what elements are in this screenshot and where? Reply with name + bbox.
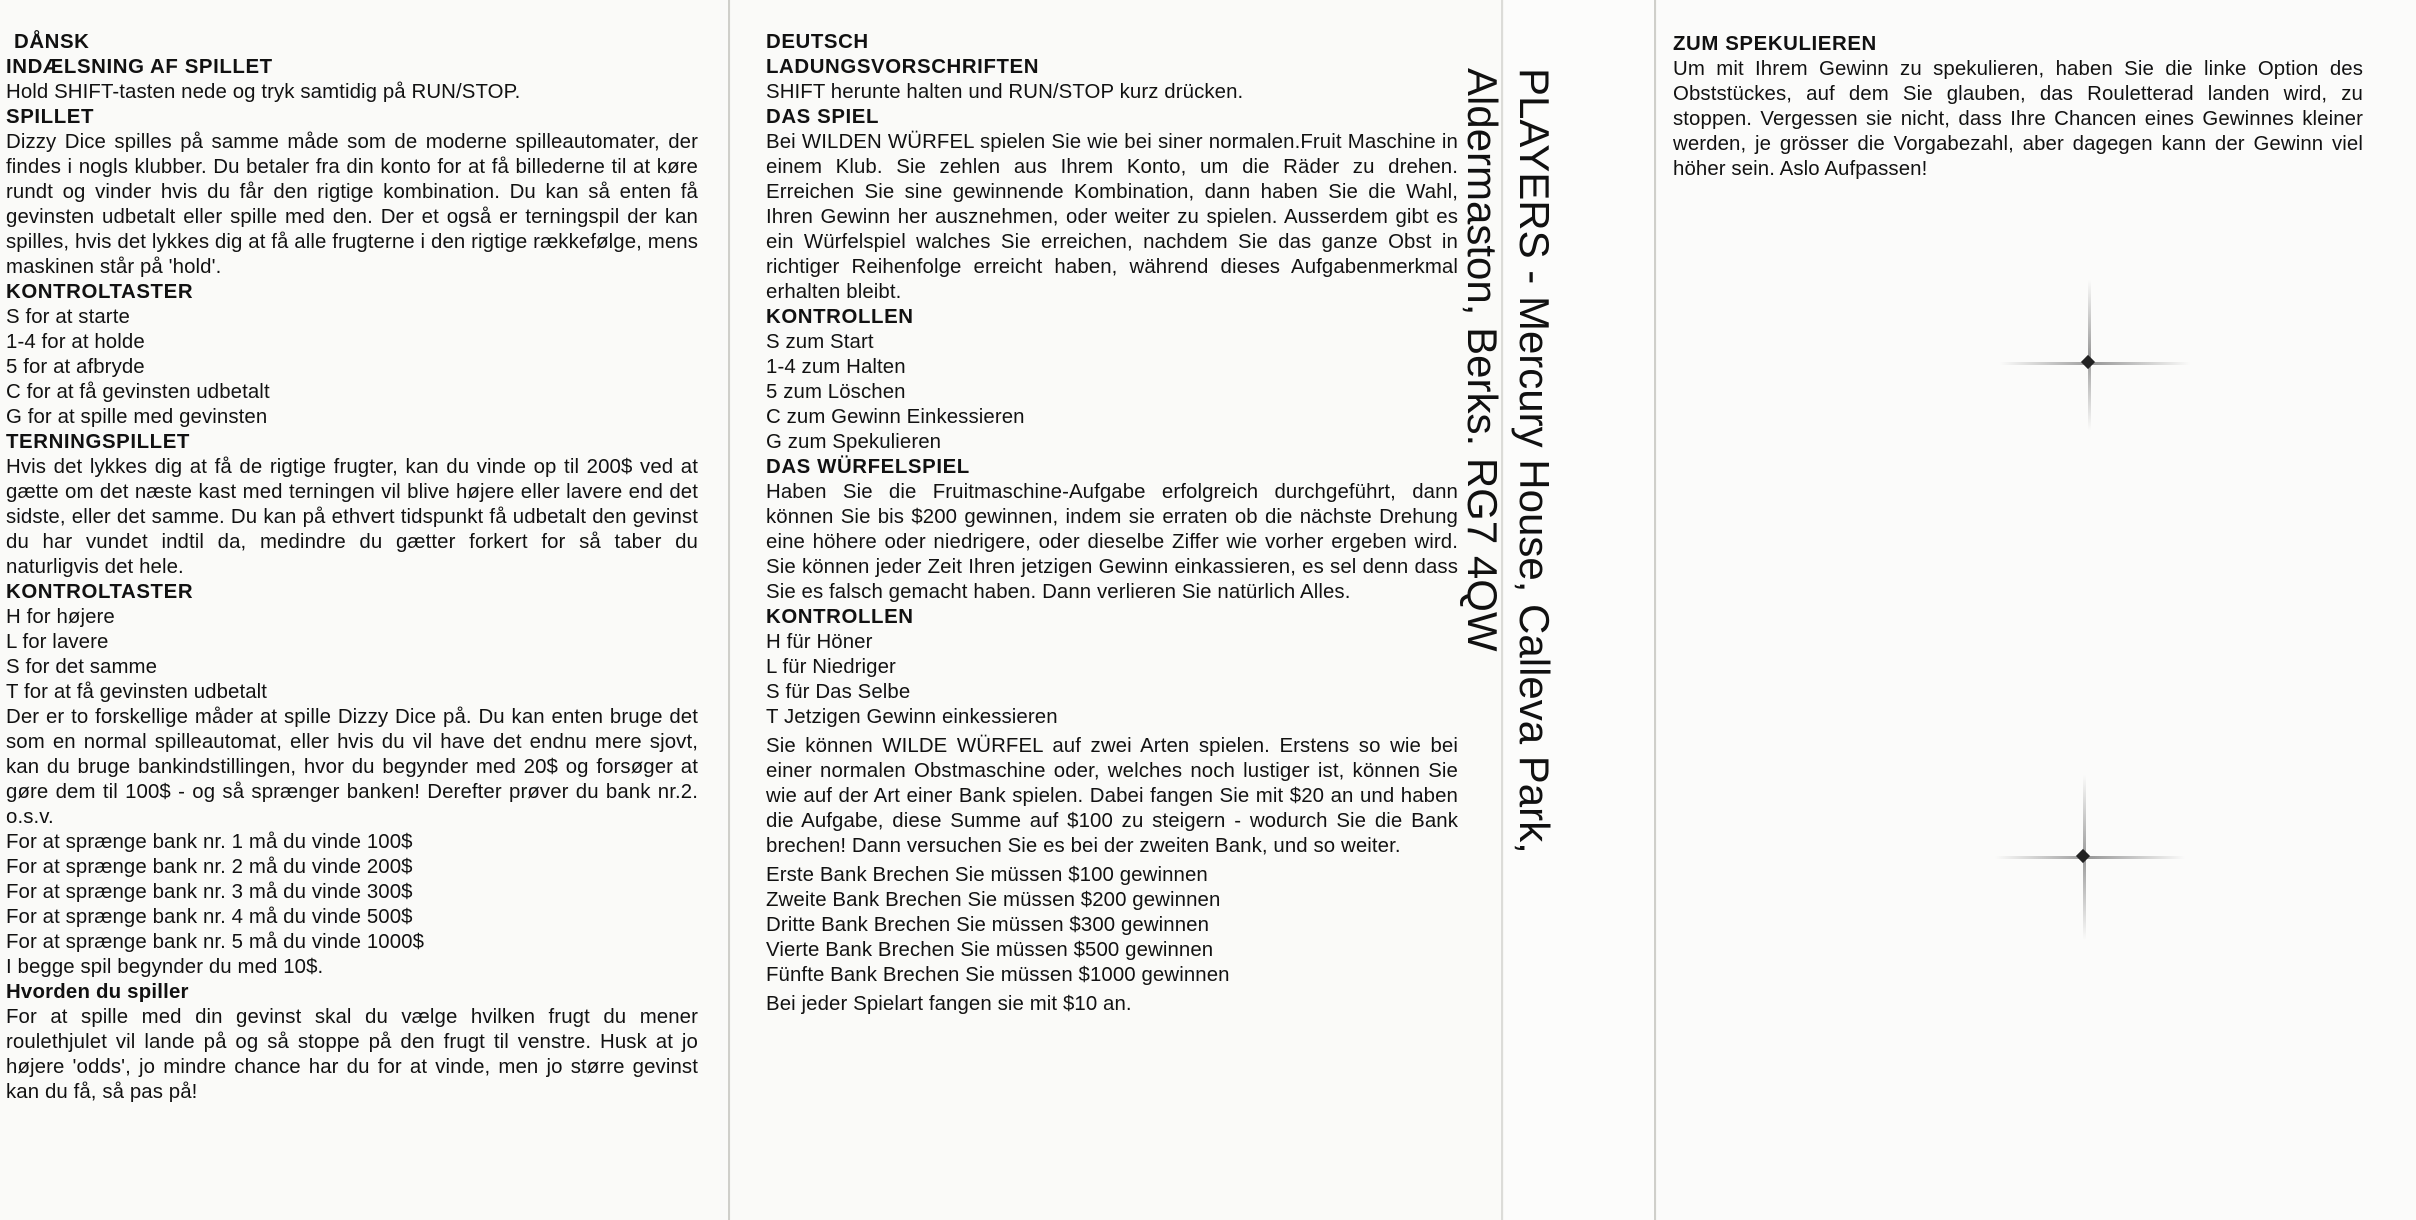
german-bank-line: Fünfte Bank Brechen Sie müssen $1000 gewinnen <box>766 964 1230 986</box>
german-language-heading: DEUTSCH <box>766 31 869 53</box>
danish-dice-controls-heading: KONTROLTASTER <box>6 581 194 603</box>
panel-speculate <box>1657 0 2416 1220</box>
danish-begin-text: I begge spil begynder du med 10$. <box>6 956 324 978</box>
german-dice-control-item: S für Das Selbe <box>766 681 911 703</box>
danish-language-heading: DÅNSK <box>14 31 90 53</box>
german-load-text: SHIFT herunte halten und RUN/STOP kurz drücken. <box>766 81 1244 103</box>
danish-how-heading: Hvorden du spiller <box>6 981 189 1003</box>
german-control-item: G zum Spekulieren <box>766 431 942 453</box>
german-dice-heading: DAS WÜRFELSPIEL <box>766 456 970 478</box>
german-begin-text: Bei jeder Spielart fangen sie mit $10 an. <box>766 993 1132 1015</box>
danish-control-item: 5 for at afbryde <box>6 356 145 378</box>
speculate-text: Um mit Ihrem Gewinn zu spekulieren, haben Sie die linke Option des Obststückes, auf dem Sie glauben, das Rouletterad landen wird, zu stoppen. Vergessen sie nicht, dass Ihre Chancen eines Gewinnes kleiner werden, je grösser die Vorgabezahl, aber dagegen kann der Gewinn viel höher sein. Aslo Aufpassen! <box>1673 58 2363 180</box>
german-control-item: 5 zum Löschen <box>766 381 906 403</box>
danish-bank-line: For at sprænge bank nr. 2 må du vinde 200$ <box>6 856 413 878</box>
danish-control-item: C for at få gevinsten udbetalt <box>6 381 270 403</box>
german-control-item: 1-4 zum Halten <box>766 356 906 378</box>
publisher-address-spine <box>1456 68 1560 854</box>
danish-control-item: S for at starte <box>6 306 130 328</box>
german-ways-text: Sie können WILDE WÜRFEL auf zwei Arten spielen. Erstens so wie bei einer normalen Obstmaschine oder, welches noch lustiger ist, können Sie wie auf der Art einer Bank spielen. Dabei fangen Sie mit $20 an und haben die Aufgabe, diese Summe auf $100 zu steigern - wodurch Sie die Bank brechen! Dann versuchen Sie es bei der zweiten Bank, und so weiter. <box>766 735 1458 857</box>
german-dice-control-item: T Jetzigen Gewinn einkessieren <box>766 706 1058 728</box>
german-game-heading: DAS SPIEL <box>766 106 880 128</box>
speculate-column <box>1673 32 2363 182</box>
german-control-item: C zum Gewinn Einkessieren <box>766 406 1025 428</box>
publisher-address-line-1: PLAYERS - Mercury House, Calleva Park, <box>1511 68 1558 854</box>
german-dice-control-item: H für Höner <box>766 631 873 653</box>
danish-dice-control-item: T for at få gevinsten udbetalt <box>6 681 268 703</box>
german-bank-line: Vierte Bank Brechen Sie müssen $500 gewinnen <box>766 939 1214 961</box>
danish-column <box>6 30 698 1105</box>
danish-game-text: Dizzy Dice spilles på samme måde som de moderne spilleautomater, der findes i nogls klubber. Du betaler fra din konto for at få billederne til at køre rundt og vinder hvis du får den rigtige kombination. Du kan så enten få gevinsten udbetalt eller spille med den. Der et også er terningspil der kan spilles, hvis det lykkes dig at få alle frugterne i den rigtige rækkefølge, mens maskinen står på 'hold'. <box>6 131 698 278</box>
german-column <box>766 30 1458 1017</box>
german-game-text: Bei WILDEN WÜRFEL spielen Sie wie bei siner normalen.Fruit Maschine in einem Klub. Sie zehlen aus Ihrem Konto, um die Räder zu drehen. Erreichen Sie sine gewinnende Kombination, dann haben Sie die Wahl, Ihren Gewinn her ausznehmen, oder weiter zu spielen. Ausserdem gibt es ein Würfelspiel walches Sie erreichen, nachdem Sie das ganze Obst in richtiger Reihenfolge erreicht haben, während dieses Aufgabenmerkmal erhalten bleibt. <box>766 131 1458 303</box>
german-bank-line: Zweite Bank Brechen Sie müssen $200 gewinnen <box>766 889 1221 911</box>
danish-how-text: For at spille med din gevinst skal du vælge hvilken frugt du mener roulethjulet vil lande på og så stoppe på den frugt til venstre. Husk at jo højere 'odds', jo mindre chance har du for at vinde, men jo større gevinst kan du få, så pas på! <box>6 1006 698 1103</box>
danish-bank-line: For at sprænge bank nr. 3 må du vinde 300$ <box>6 881 413 903</box>
fold-line <box>728 0 730 1220</box>
german-controls-heading: KONTROLLEN <box>766 306 914 328</box>
german-load-heading: LADUNGSVORSCHRIFTEN <box>766 56 1040 78</box>
german-bank-line: Dritte Bank Brechen Sie müssen $300 gewinnen <box>766 914 1210 936</box>
danish-dice-heading: TERNINGSPILLET <box>6 431 190 453</box>
danish-ways-text: Der er to forskellige måder at spille Dizzy Dice på. Du kan enten bruge det som en normal spilleautomat, eller hvis du vil have det endnu mere sjovt, kan du bruge bankindstillingen, hvor du begynder med 20$ og forsøger at gøre dem til 100$ - og så sprænger banken! Derefter prøver du bank nr.2. o.s.v. <box>6 706 698 828</box>
danish-controls-heading: KONTROLTASTER <box>6 281 194 303</box>
fold-line <box>1654 0 1656 1220</box>
danish-bank-line: For at sprænge bank nr. 5 må du vinde 1000$ <box>6 931 425 953</box>
german-dice-controls-heading: KONTROLLEN <box>766 606 914 628</box>
danish-intro-text: Hold SHIFT-tasten nede og tryk samtidig på RUN/STOP. <box>6 81 521 103</box>
danish-dice-control-item: H for højere <box>6 606 115 628</box>
danish-bank-line: For at sprænge bank nr. 1 må du vinde 100$ <box>6 831 413 853</box>
german-bank-line: Erste Bank Brechen Sie müssen $100 gewinnen <box>766 864 1208 886</box>
danish-game-heading: SPILLET <box>6 106 95 128</box>
danish-bank-line: For at sprænge bank nr. 4 må du vinde 500$ <box>6 906 413 928</box>
danish-dice-control-item: S for det samme <box>6 656 158 678</box>
speculate-heading: ZUM SPEKULIEREN <box>1673 33 1877 55</box>
danish-control-item: G for at spille med gevinsten <box>6 406 268 428</box>
publisher-address-line-2: Aldermaston, Berks. RG7 4QW <box>1459 68 1506 652</box>
danish-dice-control-item: L for lavere <box>6 631 109 653</box>
german-dice-text: Haben Sie die Fruitmaschine-Aufgabe erfolgreich durchgeführt, dann können Sie bis $200 gewinnen, indem sie erraten ob die nächste Drehung eine höhere oder niedrigere, oder dieselbe Ziffer wie vorher ergeben wird. Sie können jeder Zeit Ihren jetzigen Gewinn einkassieren, es sel denn dass Sie es falsch gemacht haben. Dann verlieren Sie natürlich Alles. <box>766 481 1458 603</box>
danish-intro-heading: INDÆLSNING AF SPILLET <box>6 56 273 78</box>
danish-dice-text: Hvis det lykkes dig at få de rigtige frugter, kan du vinde op til 200$ ved at gætte om det næste kast med terningen vil blive højere eller lavere end det sidste, eller det samme. Du kan på ethvert tidspunkt få udbetalt den gevinst du har vundet indtil da, medindre du gætter forkert for så taber du naturligvis det hele. <box>6 456 698 578</box>
danish-control-item: 1-4 for at holde <box>6 331 145 353</box>
german-control-item: S zum Start <box>766 331 874 353</box>
german-dice-control-item: L für Niedriger <box>766 656 896 678</box>
